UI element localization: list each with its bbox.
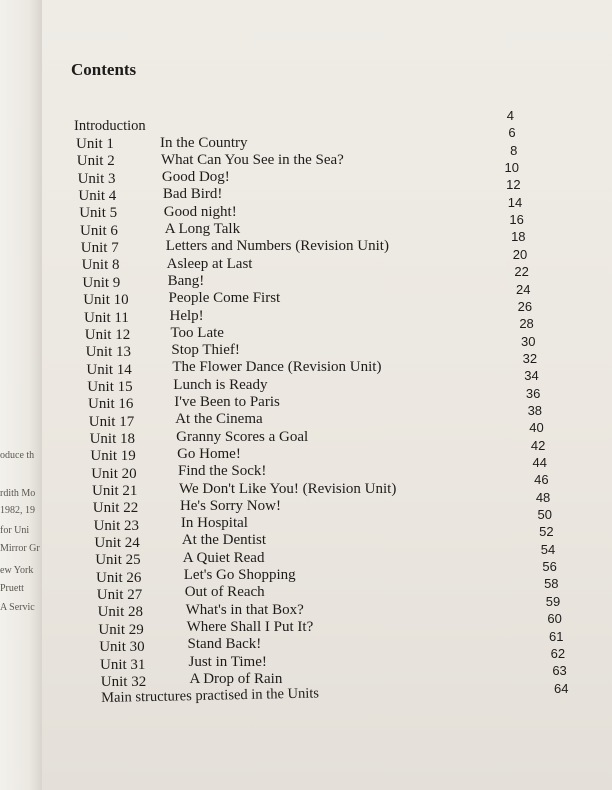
toc-unit-title: Where Shall I Put It? [186, 618, 314, 635]
toc-page-number: 46 [534, 472, 549, 488]
toc-page-number: 58 [544, 576, 559, 592]
toc-unit-title: Bang! [167, 272, 205, 289]
toc-page-number: 40 [529, 420, 544, 436]
toc-unit-label: Unit 29 [98, 621, 144, 638]
toc-unit-title: Asleep at Last [166, 255, 253, 272]
left-page-text-fragment: Mirror Gr [0, 543, 40, 554]
toc-page-number: 50 [537, 507, 552, 523]
toc-unit-title: Granny Scores a Goal [176, 428, 309, 445]
toc-unit-label: Unit 4 [78, 188, 117, 205]
toc-unit-label: Unit 26 [96, 569, 142, 586]
toc-unit-title: At the Dentist [181, 532, 266, 549]
toc-unit-label: Unit 28 [97, 604, 144, 621]
left-page-text-fragment: for Uni [0, 525, 30, 536]
toc-unit-label: Unit 25 [95, 552, 141, 569]
toc-unit-label: Unit 3 [77, 170, 116, 187]
toc-page-number: 18 [511, 229, 526, 245]
toc-unit-label: Unit 9 [82, 274, 121, 291]
toc-unit-label: Unit 15 [87, 378, 133, 395]
toc-unit-title: What Can You See in the Sea? [160, 151, 344, 168]
toc-unit-title: The Flower Dance (Revision Unit) [172, 359, 382, 376]
toc-unit-title: Find the Sock! [178, 463, 267, 480]
toc-unit-label: Unit 8 [81, 257, 120, 274]
toc-page-number: 64 [553, 680, 569, 696]
toc-unit-title: Good Dog! [161, 169, 230, 186]
toc-unit-label: Unit 10 [83, 292, 129, 309]
toc-page-number: 32 [522, 350, 538, 366]
toc-page-number: 16 [509, 212, 524, 228]
left-page-text-fragment: rdith Mo [0, 488, 36, 499]
toc-page-number: 36 [525, 385, 541, 401]
toc-unit-label: Unit 31 [100, 656, 146, 673]
toc-unit-label: Unit 30 [99, 639, 145, 656]
toc-page-number: 30 [520, 333, 536, 349]
toc-unit-label: Unit 7 [80, 240, 119, 257]
toc-unit-label: Unit 13 [85, 344, 132, 361]
toc-unit-title: A Quiet Read [182, 549, 265, 566]
toc-unit-label: Unit 14 [86, 361, 132, 378]
toc-page-number: 61 [549, 628, 564, 644]
toc-unit-title: We Don't Like You! (Revision Unit) [179, 480, 397, 497]
toc-unit-title: In Hospital [180, 515, 248, 532]
contents-title: Contents [71, 60, 137, 79]
toc-unit-label: Unit 6 [80, 222, 118, 239]
toc-page-number: 8 [510, 142, 518, 158]
left-page-text-fragment: oduce th [0, 450, 35, 461]
toc-unit-title: Out of Reach [184, 584, 265, 601]
toc-main-structures: Main structures practised in the Units [101, 685, 320, 706]
left-page-text-fragment: 1982, 19 [0, 505, 35, 516]
toc-unit-title: He's Sorry Now! [179, 497, 281, 514]
toc-page-number: 28 [519, 316, 534, 332]
toc-unit-label: Unit 22 [92, 500, 139, 517]
toc-unit-label: Unit 16 [88, 396, 134, 413]
toc-unit-title: A Drop of Rain [189, 670, 283, 687]
toc-page-number: 52 [539, 524, 554, 540]
toc-unit-label: Unit 5 [79, 205, 118, 222]
toc-unit-title: A Long Talk [164, 221, 241, 237]
toc-unit-title: Too Late [170, 324, 224, 341]
left-page-text-fragment: Pruett [0, 583, 24, 594]
toc-unit-title: At the Cinema [175, 411, 263, 428]
toc-page-number: 59 [545, 593, 561, 609]
toc-unit-label: Unit 18 [89, 430, 136, 447]
toc-page-number: 26 [517, 298, 533, 314]
toc-unit-label: Unit 19 [90, 448, 136, 465]
toc-unit-title: I've Been to Paris [174, 394, 280, 410]
toc-page-number: 14 [507, 194, 523, 210]
toc-unit-title: Lunch is Ready [173, 376, 268, 393]
toc-page-number: 24 [516, 281, 531, 297]
toc-page-number: 48 [535, 489, 551, 505]
toc-unit-title: Go Home! [177, 445, 241, 462]
toc-unit-label: Unit 20 [91, 465, 137, 482]
toc-unit-label: Unit 27 [96, 587, 143, 604]
toc-unit-label: Unit 24 [94, 535, 140, 552]
toc-page-number: 60 [547, 611, 562, 627]
toc-unit-title: Bad Bird! [162, 186, 223, 203]
toc-page-number: 10 [504, 160, 519, 176]
toc-unit-title: Good night! [163, 203, 237, 220]
toc-page-number: 63 [552, 663, 567, 679]
toc-page-number: 38 [527, 402, 543, 418]
toc-unit-label: Unit 21 [92, 483, 138, 499]
toc-unit-title: What's in that Box? [185, 601, 304, 618]
toc-page-number: 42 [530, 437, 546, 453]
left-page-text-fragment: A Servic [0, 602, 35, 613]
toc-unit-title: People Come First [168, 290, 281, 307]
toc-unit-label: Unit 2 [76, 153, 115, 170]
toc-unit-title: Letters and Numbers (Revision Unit) [165, 238, 389, 255]
toc-unit-title: Stand Back! [187, 636, 262, 653]
toc-page-number: 4 [506, 108, 514, 123]
toc-page-number: 56 [542, 559, 557, 575]
left-page-text-fragment: ew York [0, 565, 34, 576]
toc-unit-label: Unit 32 [100, 673, 147, 690]
toc-unit-title: Just in Time! [188, 653, 267, 670]
toc-page-number: 12 [506, 177, 521, 193]
toc-unit-label: Unit 11 [84, 309, 129, 326]
toc-page-number: 20 [512, 246, 528, 262]
toc-unit-title: Help! [169, 307, 204, 324]
toc-unit-label: Unit 1 [76, 136, 114, 152]
toc-unit-title: In the Country [160, 134, 248, 151]
toc-unit-title: Stop Thief! [171, 342, 240, 359]
toc-page-number: 44 [532, 455, 547, 470]
toc-unit-label: Unit 12 [84, 326, 131, 343]
toc-page-number: 54 [540, 541, 556, 557]
toc-page-number: 6 [508, 125, 516, 141]
toc-page-number: 22 [514, 264, 529, 280]
toc-unit-label: Unit 23 [93, 517, 140, 534]
toc-introduction: Introduction [74, 118, 146, 134]
toc-page-number: 62 [550, 645, 566, 661]
toc-unit-title: Let's Go Shopping [183, 567, 296, 583]
toc-page-number: 34 [524, 368, 539, 384]
toc-unit-label: Unit 17 [88, 413, 135, 430]
